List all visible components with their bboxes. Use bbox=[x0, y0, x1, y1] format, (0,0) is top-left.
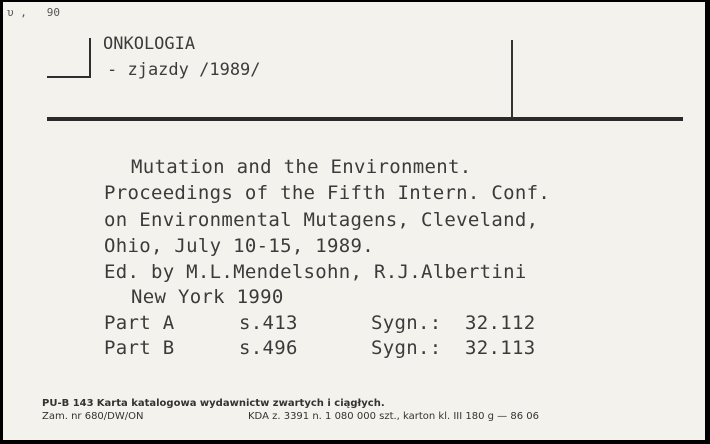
bracket-horizontal-line bbox=[47, 76, 91, 78]
catalog-card bbox=[3, 2, 705, 440]
header-divider-vertical bbox=[511, 40, 513, 118]
header-rule bbox=[47, 117, 683, 121]
part-label: Part B bbox=[104, 337, 175, 359]
footer-form-line bbox=[42, 398, 385, 409]
subject-heading: ONKOLOGIA bbox=[103, 34, 196, 54]
call-number: 32.112 bbox=[465, 312, 536, 334]
entry-line: Proceedings of the Fifth Intern. Conf. bbox=[104, 182, 551, 204]
footer-form-code: PU-B 143 bbox=[42, 398, 94, 409]
call-number-label: Sygn.: bbox=[371, 337, 442, 359]
footer-form-title: Karta katalogowa wydawnictw zwartych i ciągłych. bbox=[96, 398, 385, 409]
entry-title-line: Mutation and the Environment. bbox=[131, 156, 472, 178]
bracket-vertical-line bbox=[89, 38, 91, 78]
footer-print-info: KDA z. 3391 n. 1 080 000 szt., karton kl. III 180 g — 86 06 bbox=[248, 411, 539, 422]
entry-editors-line: Ed. by M.L.Mendelsohn, R.J.Albertini bbox=[104, 261, 527, 283]
call-number-label: Sygn.: bbox=[371, 312, 442, 334]
entry-line: Ohio, July 10-15, 1989. bbox=[104, 235, 374, 257]
footer-order-number: Zam. nr 680/DW/ON bbox=[42, 411, 144, 422]
call-number: 32.113 bbox=[465, 337, 536, 359]
part-pages: s.413 bbox=[239, 312, 298, 334]
subject-subheading: - zjazdy /1989/ bbox=[107, 60, 261, 80]
part-label: Part A bbox=[104, 312, 175, 334]
entry-imprint-line: New York 1990 bbox=[131, 286, 284, 308]
part-pages: s.496 bbox=[239, 337, 298, 359]
entry-line: on Environmental Mutagens, Cleveland, bbox=[104, 209, 539, 231]
corner-handwritten-mark: υ , 90 bbox=[7, 6, 60, 19]
